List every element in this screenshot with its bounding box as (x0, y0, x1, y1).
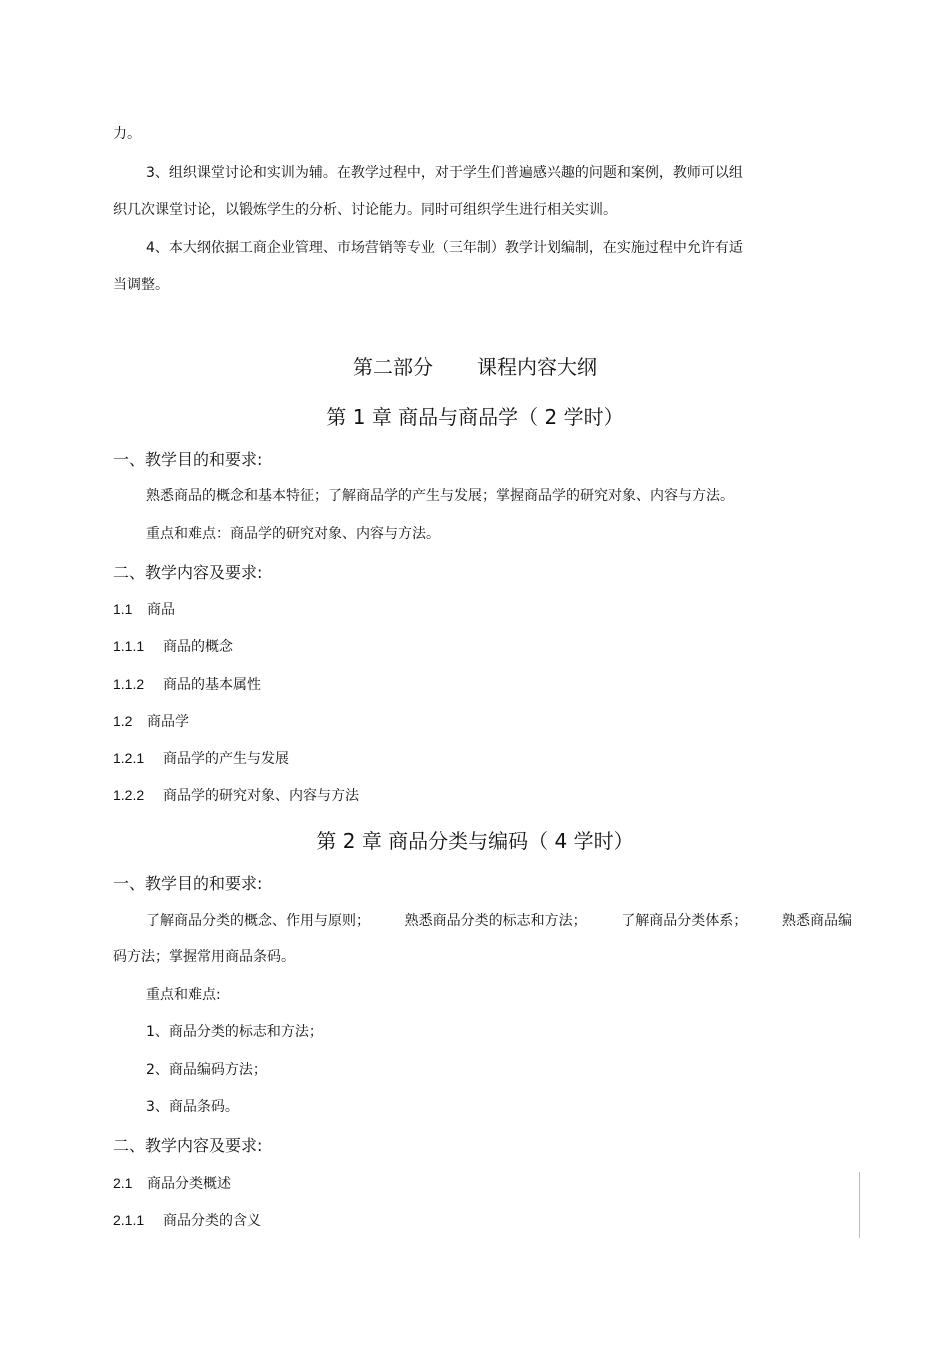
item-number: 2.1.1 (113, 1212, 145, 1228)
list-item (113, 1174, 231, 1193)
list-item (113, 675, 261, 694)
paragraph-4-line-2: 当调整。 (113, 277, 169, 293)
item-number: 1.1.2 (113, 676, 145, 692)
chapter-1-key-points: 重点和难点：商品学的研究对象、内容与方法。 (146, 526, 440, 542)
chapter-1-goals-text: 熟悉商品的概念和基本特征；了解商品学的产生与发展；掌握商品学的研究对象、内容与方法。 (146, 488, 734, 504)
item-text: 商品分类的含义 (163, 1213, 261, 1229)
part-heading (0, 354, 950, 380)
chapter-1-title: 第 1 章 商品与商品学（ 2 学时） (326, 405, 624, 429)
list-item (113, 786, 359, 805)
margin-rule (859, 1172, 860, 1238)
goals-part: 熟悉商品分类的标志和方法； (404, 913, 587, 929)
list-item (113, 1211, 261, 1230)
chapter-2-key-points-label: 重点和难点: (146, 987, 221, 1003)
chapter-1-content-heading: 二、教学内容及要求: (113, 563, 263, 582)
item-text: 商品 (147, 602, 175, 618)
item-number: 1.2 (113, 713, 133, 729)
item-number: 1.1 (113, 601, 133, 617)
item-text: 商品分类概述 (147, 1176, 231, 1192)
item-text: 商品学的研究对象、内容与方法 (163, 788, 359, 804)
item-text: 商品学 (147, 714, 189, 730)
item-text: 商品的概念 (163, 639, 233, 655)
part-label: 第二部分 (353, 355, 433, 379)
goals-part: 熟悉商品编 (781, 913, 852, 929)
list-item (113, 712, 189, 731)
item-number: 1.2.1 (113, 750, 145, 766)
item-number: 1.1.1 (113, 638, 145, 654)
chapter-2-goals-heading: 一、教学目的和要求: (113, 874, 263, 893)
paragraph-3-line-2: 织几次课堂讨论，以锻炼学生的分析、讨论能力。同时可组织学生进行相关实训。 (113, 202, 617, 218)
intro-line-0: 力。 (113, 126, 141, 142)
paragraph-4-line-1: 4、本大纲依据工商企业管理、市场营销等专业（三年制）教学计划编制，在实施过程中允许有适 (146, 240, 743, 256)
item-text: 商品学的产生与发展 (163, 751, 289, 767)
chapter-2-title: 第 2 章 商品分类与编码（ 4 学时） (316, 829, 634, 853)
paragraph-3-line-1: 3、组织课堂讨论和实训为辅。在教学过程中，对于学生们普遍感兴趣的问题和案例，教师可以组 (146, 165, 743, 181)
goals-part: 了解商品分类的概念、作用与原则； (146, 913, 370, 929)
chapter-2-goals-line-2: 码方法；掌握常用商品条码。 (113, 949, 295, 965)
chapter-2-goals-line-1 (146, 912, 852, 930)
list-item (113, 600, 175, 619)
chapter-2-key-point: 1、商品分类的标志和方法； (146, 1024, 323, 1040)
list-item (113, 749, 289, 768)
chapter-2-key-point: 2、商品编码方法； (146, 1062, 267, 1078)
goals-part: 了解商品分类体系； (621, 913, 748, 929)
chapter-2-content-heading: 二、教学内容及要求: (113, 1136, 263, 1155)
list-item (113, 637, 233, 656)
item-number: 1.2.2 (113, 787, 145, 803)
part-title: 课程内容大纲 (477, 355, 597, 379)
chapter-2-key-point: 3、商品条码。 (146, 1099, 239, 1115)
item-text: 商品的基本属性 (163, 677, 261, 693)
chapter-1-goals-heading: 一、教学目的和要求: (113, 450, 263, 469)
item-number: 2.1 (113, 1175, 133, 1191)
